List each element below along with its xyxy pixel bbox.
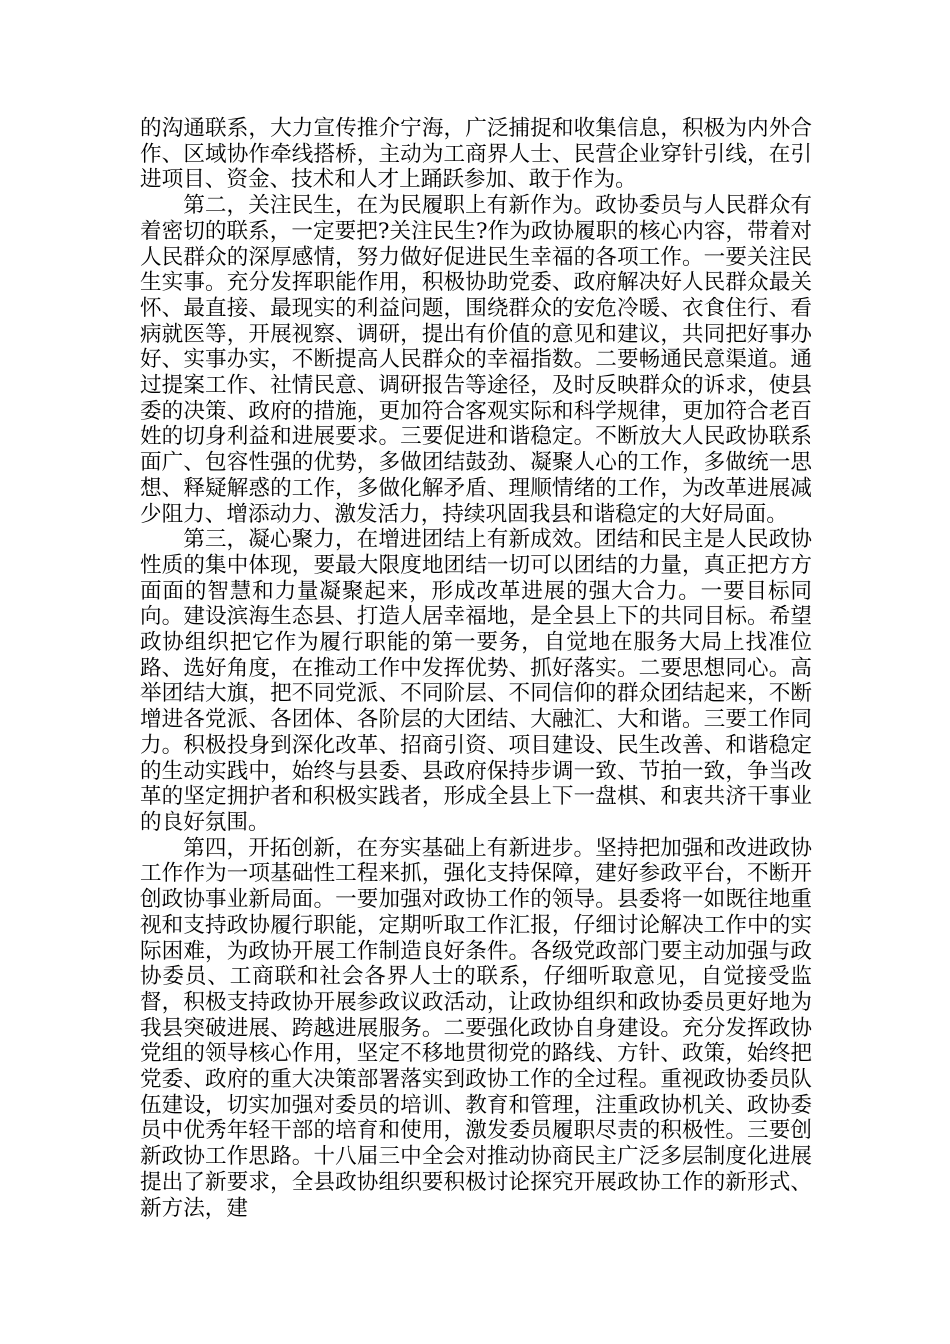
paragraph-continuation: 的沟通联系，大力宣传推介宁海，广泛捕捉和收集信息，积极为内外合作、区域协作牵线搭桥，主动为工商界人士、民营企业穿针引线，在引进项目、资金、技术和人才上踊跃参加、敢于作为。	[140, 116, 812, 193]
paragraph-third-unity: 第三，凝心聚力，在增进团结上有新成效。团结和民主是人民政协性质的集中体现，要最大限度地团结一切可以团结的力量，真正把方方面面的智慧和力量凝聚起来，形成改革进展的强大合力。一要目标同向。建设滨海生态县、打造人居幸福地，是全县上下的共同目标。希望政协组织把它作为履行职能的第一要务，自觉地在服务大局上找准位路、选好角度，在推动工作中发挥优势、抓好落实。二要思想同心。高举团结大旗，把不同党派、不同阶层、不同信仰的群众团结起来，不断增进各党派、各团体、各阶层的大团结、大融汇、大和谐。三要工作同力。积极投身到深化改革、招商引资、项目建设、民生改善、和谐稳定的生动实践中，始终与县委、县政府保持步调一致、节拍一致，争当改革的坚定拥护者和积极实践者，形成全县上下一盘棋、和衷共济干事业的良好氛围。	[140, 527, 812, 835]
paragraph-second-livelihood: 第二，关注民生，在为民履职上有新作为。政协委员与人民群众有着密切的联系，一定要把?关注民生?作为政协履职的核心内容，带着对人民群众的深厚感情，努力做好促进民生幸福的各项工作。一要关注民生实事。充分发挥职能作用，积极协助党委、政府解决好人民群众最关怀、最直接、最现实的利益问题，围绕群众的安危冷暖、衣食住行、看病就医等，开展视察、调研，提出有价值的意见和建议，共同把好事办好、实事办实，不断提高人民群众的幸福指数。二要畅通民意渠道。通过提案工作、社情民意、调研报告等途径，及时反映群众的诉求，使县委的决策、政府的措施，更加符合客观实际和科学规律，更加符合老百姓的切身利益和进展要求。三要促进和谐稳定。不断放大人民政协联系面广、包容性强的优势，多做团结鼓劲、凝聚人心的工作，多做统一思想、释疑解惑的工作，多做化解矛盾、理顺情绪的工作，为改革进展减少阻力、增添动力、激发活力，持续巩固我县和谐稳定的大好局面。	[140, 193, 812, 527]
document-body	[140, 116, 812, 1221]
paragraph-fourth-innovation: 第四，开拓创新，在夯实基础上有新进步。坚持把加强和改进政协工作作为一项基础性工程来抓，强化支持保障，建好参政平台，不断开创政协事业新局面。一要加强对政协工作的领导。县委将一如既往地重视和支持政协履行职能，定期听取工作汇报，仔细讨论解决工作中的实际困难，为政协开展工作制造良好条件。各级党政部门要主动加强与政协委员、工商联和社会各界人士的联系，仔细听取意见，自觉接受监督，积极支持政协开展参政议政活动，让政协组织和政协委员更好地为我县突破进展、跨越进展服务。二要强化政协自身建设。充分发挥政协党组的领导核心作用，坚定不移地贯彻党的路线、方针、政策，始终把党委、政府的重大决策部署落实到政协工作的全过程。重视政协委员队伍建设，切实加强对委员的培训、教育和管理，注重政协机关、政协委员中优秀年轻干部的培育和使用，激发委员履职尽责的积极性。三要创新政协工作思路。十八届三中全会对推动协商民主广泛多层制度化进展提出了新要求，全县政协组织要积极讨论探究开展政协工作的新形式、新方法，建	[140, 835, 812, 1221]
